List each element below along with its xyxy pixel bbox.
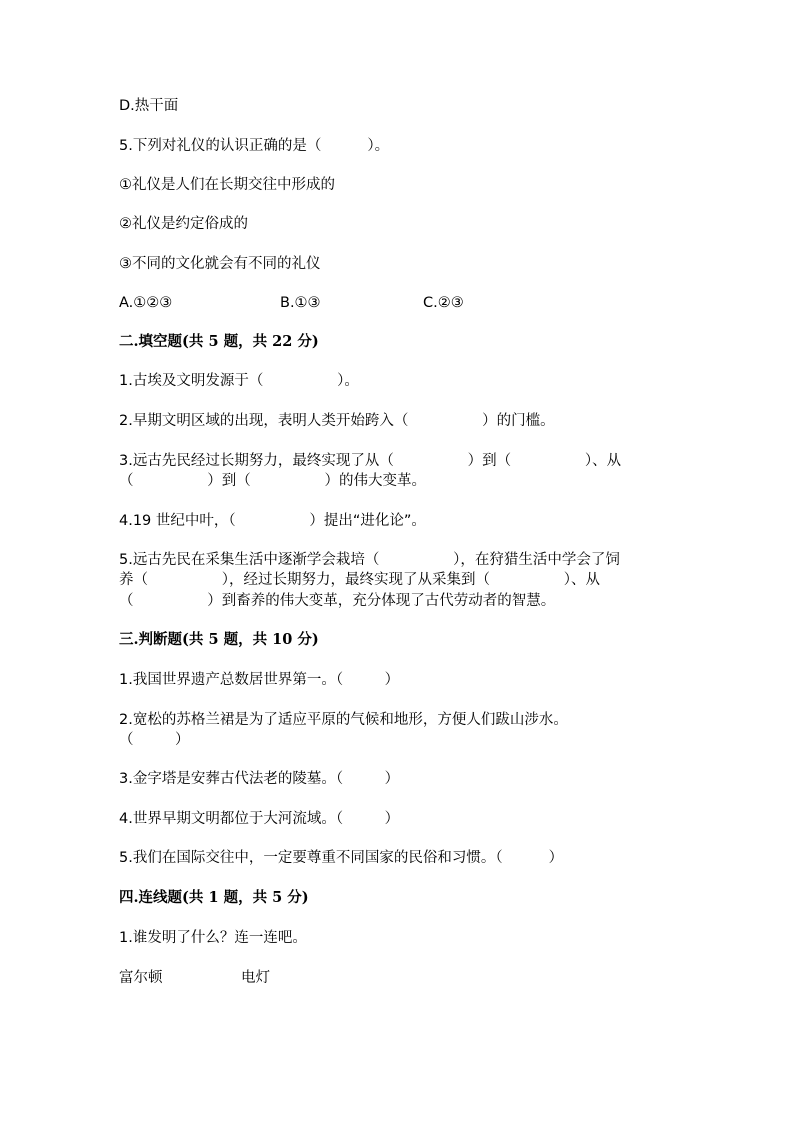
judge-question-2-line-2: （ ） <box>119 732 190 748</box>
match-right-item: 电灯 <box>241 970 270 986</box>
match-question-1: 1.谁发明了什么？连一连吧。 <box>119 930 307 946</box>
question-stem: 5.下列对礼仪的认识正确的是（ ）。 <box>119 138 390 154</box>
fill-question-5-line-1: 5.远古先民在采集生活中逐渐学会栽培（ ），在狩猎生活中学会了饲 <box>119 552 620 568</box>
judge-question-4: 4.世界早期文明都位于大河流域。（ ） <box>119 811 400 827</box>
fill-question-4: 4.19 世纪中叶，（ ）提出“进化论”。 <box>119 513 426 529</box>
match-left-item: 富尔顿 <box>119 970 163 986</box>
statement-1: ①礼仪是人们在长期交往中形成的 <box>119 177 335 193</box>
judge-question-1: 1.我国世界遗产总数居世界第一。（ ） <box>119 672 400 688</box>
judge-question-5: 5.我们在国际交往中，一定要尊重不同国家的民俗和习惯。（ ） <box>119 850 564 866</box>
fill-question-2: 2.早期文明区域的出现，表明人类开始跨入（ ）的门槛。 <box>119 413 555 429</box>
statement-3: ③不同的文化就会有不同的礼仪 <box>119 256 321 272</box>
section-heading-match: 四.连线题(共 1 题，共 5 分) <box>119 889 309 906</box>
statement-2: ②礼仪是约定俗成的 <box>119 216 248 232</box>
option-b: B.①③ <box>280 295 321 311</box>
option-d: D.热干面 <box>119 98 179 114</box>
judge-question-3: 3.金字塔是安葬古代法老的陵墓。（ ） <box>119 771 400 787</box>
fill-question-3-line-1: 3.远古先民经过长期努力，最终实现了从（ ）到（ ）、从 <box>119 453 622 469</box>
fill-question-5-line-3: （ ）到畜养的伟大变革，充分体现了古代劳动者的智慧。 <box>119 593 556 609</box>
option-a: A.①②③ <box>119 295 173 311</box>
fill-question-3-line-2: （ ）到（ ）的伟大变革。 <box>119 473 426 489</box>
fill-question-5-line-2: 养（ ），经过长期努力，最终实现了从采集到（ ）、从 <box>119 572 600 588</box>
section-heading-fill: 二.填空题(共 5 题，共 22 分) <box>119 333 319 350</box>
section-heading-judge: 三.判断题(共 5 题，共 10 分) <box>119 631 319 648</box>
option-c: C.②③ <box>423 295 464 311</box>
fill-question-1: 1.古埃及文明发源于（ ）。 <box>119 373 359 389</box>
judge-question-2-line-1: 2.宽松的苏格兰裙是为了适应平原的气候和地形，方便人们跋山涉水。 <box>119 712 568 728</box>
